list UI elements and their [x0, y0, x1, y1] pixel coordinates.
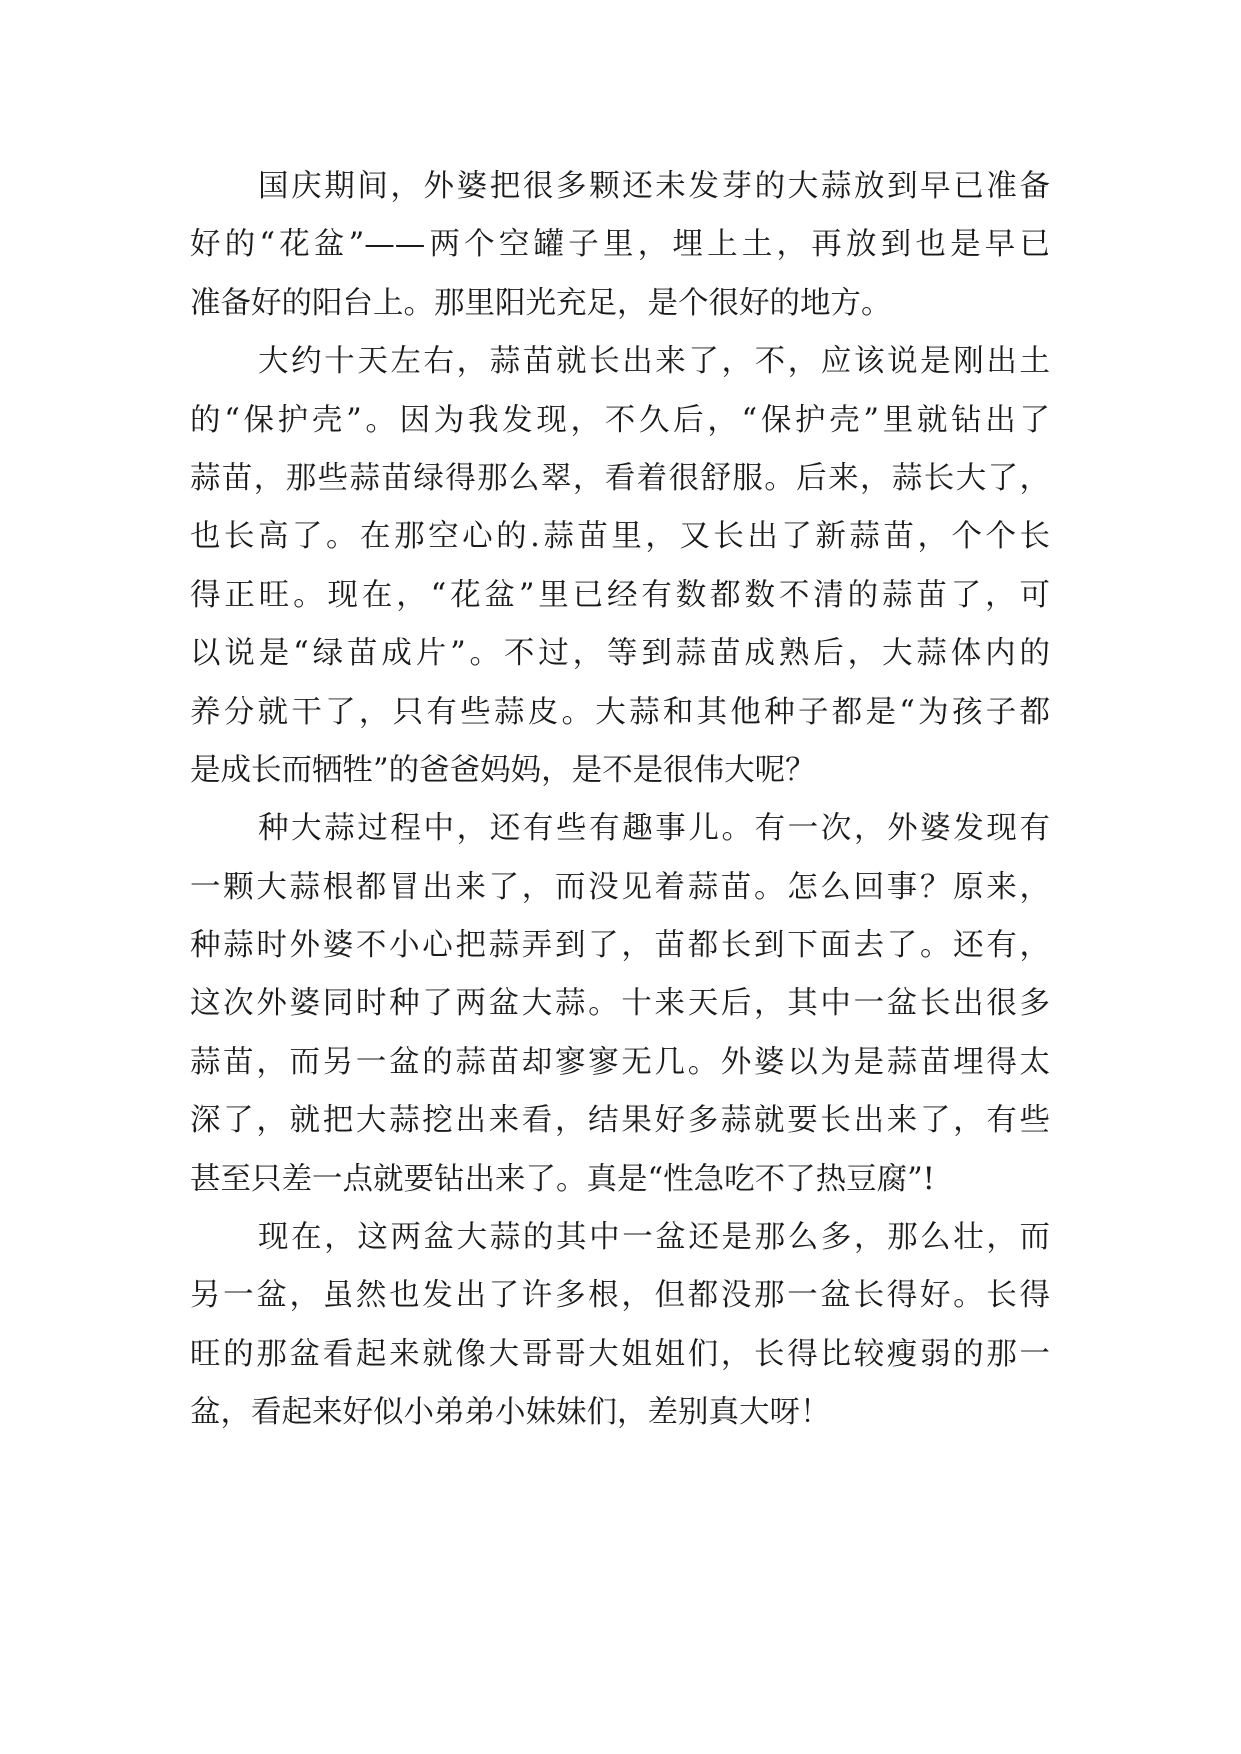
- text-line: 深了，就把大蒜挖出来看，结果好多蒜就要长出来了，有些: [190, 1103, 1050, 1139]
- text-line: 盆，看起来好似小弟弟小妹妹们，差别真大呀！: [190, 1395, 831, 1431]
- text-line: 养分就干了，只有些蒜皮。大蒜和其他种子都是“为孩子都: [190, 694, 1050, 730]
- paragraph-2: [190, 333, 1050, 800]
- text-line: 大约十天左右，蒜苗就长出来了，不，应该说是刚出土: [258, 344, 1050, 380]
- text-line: 的“保护壳”。因为我发现，不久后，“保护壳”里就钻出了: [190, 402, 1050, 438]
- text-line: 以说是“绿苗成片”。不过，等到蒜苗成熟后，大蒜体内的: [190, 636, 1050, 672]
- document-body: [190, 158, 1050, 1443]
- paragraph-3: [190, 800, 1050, 1209]
- text-line: 国庆期间，外婆把很多颗还未发芽的大蒜放到早已准备: [258, 169, 1050, 204]
- text-line: 好的“花盆”——两个空罐子里，埋上土，再放到也是早已: [190, 227, 1050, 263]
- text-line: 种大蒜过程中，还有些有趣事儿。有一次，外婆发现有: [258, 811, 1050, 847]
- text-line: 这次外婆同时种了两盆大蒜。十来天后，其中一盆长出很多: [190, 986, 1050, 1022]
- text-line: 是成长而牺牲”的爸爸妈妈，是不是很伟大呢？: [190, 752, 816, 788]
- text-line: 现在，这两盆大蒜的其中一盆还是那么多，那么壮，而: [258, 1220, 1050, 1256]
- text-line: 一颗大蒜根都冒出来了，而没见着蒜苗。怎么回事？原来，: [190, 869, 1050, 905]
- text-line: 蒜苗，而另一盆的蒜苗却寥寥无几。外婆以为是蒜苗埋得太: [190, 1044, 1050, 1080]
- text-line: 得正旺。现在，“花盆”里已经有数都数不清的蒜苗了，可: [190, 577, 1050, 613]
- text-line: 另一盆，虽然也发出了许多根，但都没那一盆长得好。长得: [190, 1278, 1050, 1314]
- text-line: 蒜苗，那些蒜苗绿得那么翠，看着很舒服。后来，蒜长大了，: [190, 460, 1050, 496]
- text-line: 准备好的阳台上。那里阳光充足，是个很好的地方。: [190, 285, 892, 321]
- text-line: 也长高了。在那空心的.蒜苗里，又长出了新蒜苗，个个长: [190, 519, 1050, 555]
- paragraph-4: [190, 1209, 1050, 1443]
- text-line: 甚至只差一点就要钻出来了。真是“性急吃不了热豆腐”!: [190, 1161, 935, 1197]
- text-line: 旺的那盆看起来就像大哥哥大姐姐们，长得比较瘦弱的那一: [190, 1336, 1050, 1372]
- text-line: 种蒜时外婆不小心把蒜弄到了，苗都长到下面去了。还有，: [190, 928, 1050, 964]
- paragraph-1: [190, 158, 1050, 333]
